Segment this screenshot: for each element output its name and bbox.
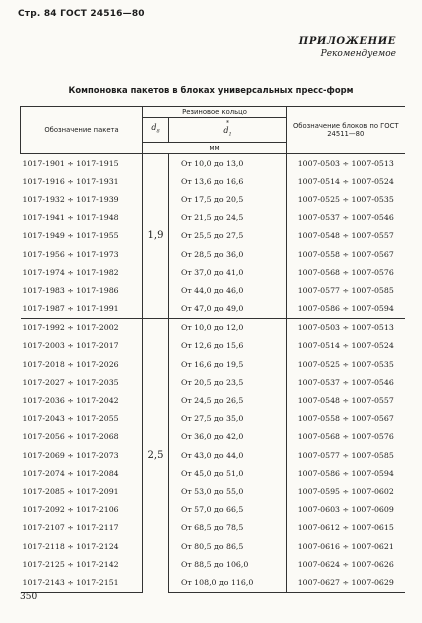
table-row bbox=[21, 501, 405, 519]
table-row bbox=[21, 281, 405, 299]
appendix-subtitle: Рекомендуемое bbox=[320, 49, 396, 59]
blocks-cell: 1007-0558 ÷ 1007-0567 bbox=[297, 414, 394, 424]
package-cell: 1017-1992 ÷ 1017-2002 bbox=[21, 318, 143, 337]
blocks-cell: 1007-0616 ÷ 1007-0621 bbox=[297, 541, 394, 551]
header-rubber-ring: Резиновое кольцо bbox=[143, 107, 287, 118]
d1-range-cell: От 17,5 до 20,5 bbox=[169, 190, 287, 208]
d1-range-cell: От 68,5 до 78,5 bbox=[169, 519, 287, 537]
table-row bbox=[21, 428, 405, 446]
package-cell: 1017-1941 ÷ 1017-1948 bbox=[21, 209, 143, 227]
header-d bbox=[143, 118, 169, 143]
blocks-cell: 1007-0548 ÷ 1007-0557 bbox=[297, 231, 394, 241]
table-row bbox=[21, 391, 405, 409]
d1-range-cell: От 45,0 до 51,0 bbox=[169, 464, 287, 482]
table-row bbox=[21, 482, 405, 500]
package-cell: 1017-1949 ÷ 1017-1955 bbox=[21, 227, 143, 245]
table-row bbox=[21, 355, 405, 373]
appendix-title: ПРИЛОЖЕНИЕ bbox=[298, 36, 396, 47]
d1-range-cell: От 10,0 до 12,0 bbox=[169, 318, 287, 337]
d1-range-cell: От 25,5 до 27,5 bbox=[169, 227, 287, 245]
table-row bbox=[21, 337, 405, 355]
blocks-cell: 1007-0548 ÷ 1007-0557 bbox=[297, 396, 394, 406]
d1-range-cell: От 24,5 до 26,5 bbox=[169, 391, 287, 409]
d1-range-cell: От 13,6 до 16,6 bbox=[169, 172, 287, 190]
d1-range-cell: От 12,6 до 15,6 bbox=[169, 337, 287, 355]
d-cell: 2,5 bbox=[143, 318, 169, 592]
d1-range-cell: От 88,5 до 106,0 bbox=[169, 555, 287, 573]
blocks-cell: 1007-0503 ÷ 1007-0513 bbox=[297, 158, 394, 168]
package-cell: 1017-2143 ÷ 1017-2151 bbox=[21, 573, 143, 592]
blocks-cell: 1007-0577 ÷ 1007-0585 bbox=[297, 450, 394, 460]
package-cell: 1017-2074 ÷ 1017-2084 bbox=[21, 464, 143, 482]
table-row bbox=[21, 446, 405, 464]
package-cell: 1017-2018 ÷ 1017-2026 bbox=[21, 355, 143, 373]
d1-range-cell: От 20,5 до 23,5 bbox=[169, 373, 287, 391]
table-row bbox=[21, 410, 405, 428]
table-row bbox=[21, 573, 405, 592]
d1-range-cell: От 10,0 до 13,0 bbox=[169, 154, 287, 173]
package-cell: 1017-1916 ÷ 1017-1931 bbox=[21, 172, 143, 190]
blocks-cell: 1007-0514 ÷ 1007-0524 bbox=[297, 176, 394, 186]
package-cell: 1017-1987 ÷ 1017-1991 bbox=[21, 300, 143, 319]
blocks-cell: 1007-0537 ÷ 1007-0546 bbox=[297, 377, 394, 387]
package-cell: 1017-2056 ÷ 1017-2068 bbox=[21, 428, 143, 446]
package-cell: 1017-1974 ÷ 1017-1982 bbox=[21, 263, 143, 281]
blocks-cell: 1007-0624 ÷ 1007-0626 bbox=[297, 559, 394, 569]
header-d1-subscript: 1 bbox=[228, 131, 232, 138]
page-number: 350 bbox=[20, 592, 38, 602]
table-row bbox=[21, 209, 405, 227]
header-blocks: Обозначение блоков по ГОСТ 24511—80 bbox=[287, 107, 405, 154]
blocks-cell: 1007-0612 ÷ 1007-0615 bbox=[297, 523, 394, 533]
d1-range-cell: От 44,0 до 46,0 bbox=[169, 281, 287, 299]
package-cell: 1017-2085 ÷ 1017-2091 bbox=[21, 482, 143, 500]
package-cell: 1017-1932 ÷ 1017-1939 bbox=[21, 190, 143, 208]
blocks-cell: 1007-0595 ÷ 1007-0602 bbox=[297, 486, 394, 496]
d1-range-cell: От 80,5 до 86,5 bbox=[169, 537, 287, 555]
blocks-cell: 1007-0525 ÷ 1007-0535 bbox=[297, 194, 394, 204]
package-cell: 1017-2092 ÷ 1017-2106 bbox=[21, 501, 143, 519]
d1-range-cell: От 57,0 до 66,5 bbox=[169, 501, 287, 519]
table-row bbox=[21, 227, 405, 245]
blocks-cell: 1007-0568 ÷ 1007-0576 bbox=[297, 432, 394, 442]
package-cell: 1017-2027 ÷ 1017-2035 bbox=[21, 373, 143, 391]
blocks-cell: 1007-0627 ÷ 1007-0629 bbox=[287, 573, 405, 592]
blocks-cell: 1007-0586 ÷ 1007-0594 bbox=[297, 468, 394, 478]
header-d-subscript: 8 bbox=[156, 128, 160, 135]
blocks-cell: 1007-0525 ÷ 1007-0535 bbox=[297, 359, 394, 369]
package-cell: 1017-2043 ÷ 1017-2055 bbox=[21, 410, 143, 428]
table-row bbox=[21, 373, 405, 391]
page-header: Стр. 84 ГОСТ 24516—80 bbox=[18, 9, 145, 19]
package-cell: 1017-1956 ÷ 1017-1973 bbox=[21, 245, 143, 263]
package-table bbox=[20, 106, 405, 593]
table-row bbox=[21, 464, 405, 482]
table-row bbox=[21, 300, 405, 319]
package-cell: 1017-2118 ÷ 1017-2124 bbox=[21, 537, 143, 555]
blocks-cell: 1007-0514 ÷ 1007-0524 bbox=[297, 341, 394, 351]
table-row bbox=[21, 190, 405, 208]
blocks-cell: 1007-0577 ÷ 1007-0585 bbox=[297, 285, 394, 295]
table-row bbox=[21, 245, 405, 263]
package-cell: 1017-1901 ÷ 1017-1915 bbox=[21, 154, 143, 173]
blocks-cell: 1007-0603 ÷ 1007-0609 bbox=[297, 505, 394, 515]
d-cell: 1,9 bbox=[143, 154, 169, 319]
header-package: Обозначение пакета bbox=[21, 107, 143, 154]
d1-range-cell: От 36,0 до 42,0 bbox=[169, 428, 287, 446]
table-row bbox=[21, 154, 405, 173]
package-cell: 1017-2003 ÷ 1017-2017 bbox=[21, 337, 143, 355]
d1-range-cell: От 27,5 до 35,0 bbox=[169, 410, 287, 428]
blocks-cell: 1007-0558 ÷ 1007-0567 bbox=[297, 249, 394, 259]
blocks-cell: 1007-0568 ÷ 1007-0576 bbox=[297, 267, 394, 277]
table-row bbox=[21, 519, 405, 537]
d1-range-cell: От 53,0 до 55,0 bbox=[169, 482, 287, 500]
header-d1-mark: * bbox=[226, 120, 229, 128]
blocks-cell: 1007-0503 ÷ 1007-0513 bbox=[287, 318, 405, 337]
table-body bbox=[21, 154, 405, 593]
header-d1 bbox=[169, 118, 287, 143]
package-cell: 1017-2107 ÷ 1017-2117 bbox=[21, 519, 143, 537]
d1-range-cell: От 43,0 до 44,0 bbox=[169, 446, 287, 464]
package-cell: 1017-2125 ÷ 1017-2142 bbox=[21, 555, 143, 573]
table-row bbox=[21, 537, 405, 555]
table-row bbox=[21, 263, 405, 281]
d1-range-cell: От 37,0 до 41,0 bbox=[169, 263, 287, 281]
package-cell: 1017-2069 ÷ 1017-2073 bbox=[21, 446, 143, 464]
package-cell: 1017-1983 ÷ 1017-1986 bbox=[21, 281, 143, 299]
appendix-label bbox=[299, 36, 396, 59]
table-row bbox=[21, 555, 405, 573]
table-row bbox=[21, 318, 405, 337]
header-d-symbol: d bbox=[151, 123, 157, 133]
blocks-cell: 1007-0537 ÷ 1007-0546 bbox=[297, 213, 394, 223]
d1-range-cell: От 28,5 до 36,0 bbox=[169, 245, 287, 263]
table-row bbox=[21, 172, 405, 190]
d1-range-cell: От 108,0 до 116,0 bbox=[169, 573, 287, 592]
d1-range-cell: От 47,0 до 49,0 bbox=[169, 300, 287, 319]
blocks-cell: 1007-0586 ÷ 1007-0594 bbox=[297, 304, 394, 314]
header-unit: мм bbox=[143, 143, 287, 154]
header-d1-symbol: d bbox=[223, 126, 229, 136]
package-cell: 1017-2036 ÷ 1017-2042 bbox=[21, 391, 143, 409]
d1-range-cell: От 21,5 до 24,5 bbox=[169, 209, 287, 227]
table-title: Компоновка пакетов в блоках универсальных пресс-форм bbox=[68, 85, 354, 95]
d1-range-cell: От 16,6 до 19,5 bbox=[169, 355, 287, 373]
